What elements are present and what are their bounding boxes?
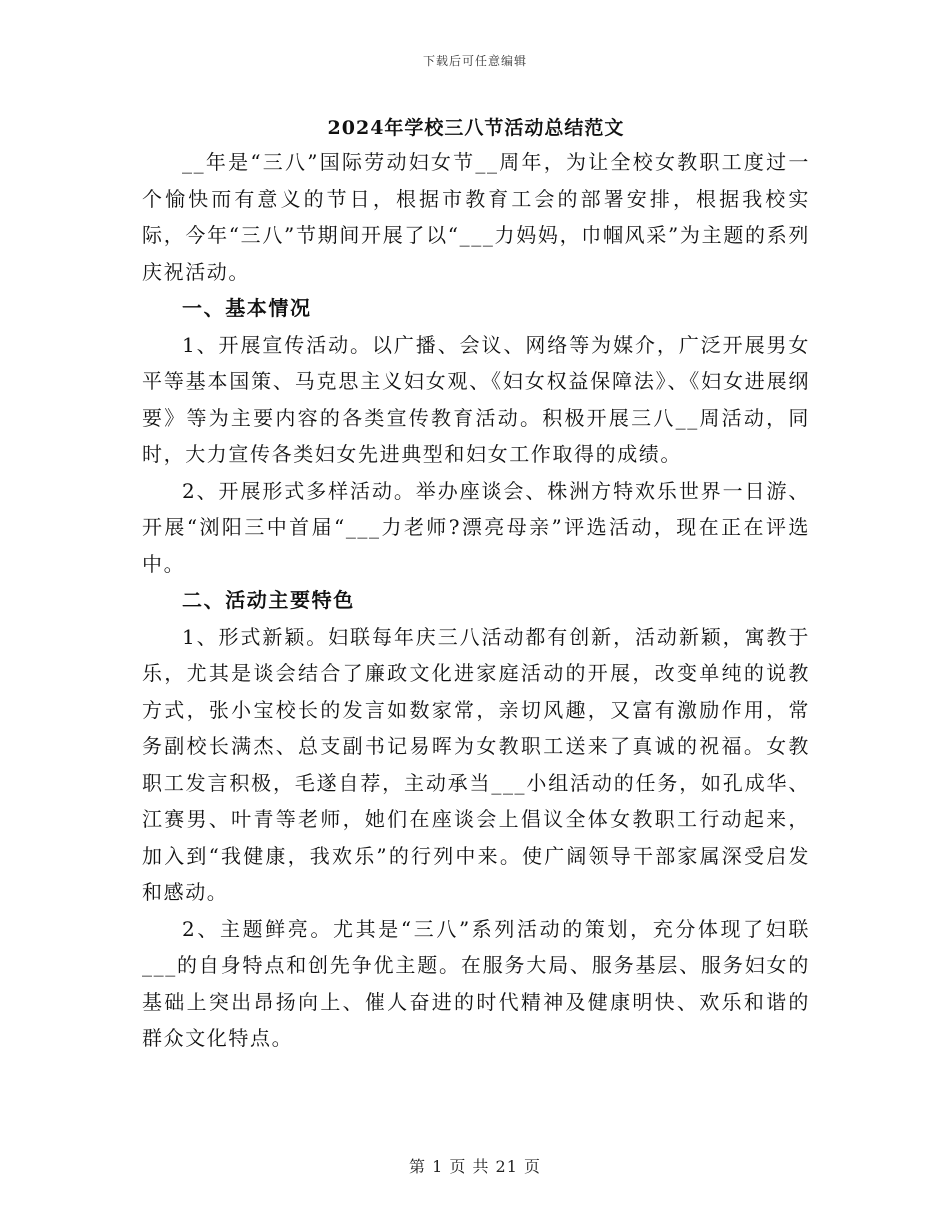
paragraph-publicity: 1、开展宣传活动。以广播、会议、网络等为媒介，广泛开展男女平等基本国策、马克思主义妇女观、《妇女权益保障法》、《妇女进展纲要》等为主要内容的各类宣传教育活动。积极开展三八__周活动，同时，大力宣传各类妇女先进典型和妇女工作取得的成绩。	[142, 332, 810, 466]
paragraph-novel-form: 1、形式新颖。妇联每年庆三八活动都有创新，活动新颖，寓教于乐，尤其是谈会结合了廉政文化进家庭活动的开展，改变单纯的说教方式，张小宝校长的发言如数家常，亲切风趣，又富有激励作用，常务副校长满杰、总支副书记易晖为女教职工送来了真诚的祝福。女教职工发言积极，毛遂自荐，主动承当___小组活动的任务，如孔成华、江赛男、叶青等老师，她们在座谈会上倡议全体女教职工行动起来，加入到“我健康，我欢乐”的行列中来。使广阔领导干部家属深受启发和感动。	[142, 624, 810, 904]
paragraph-activities: 2、开展形式多样活动。举办座谈会、株洲方特欢乐世界一日游、开展“浏阳三中首届“___力老师?漂亮母亲”评选活动，现在正在评选中。	[142, 478, 810, 576]
section-heading-basic: 一、基本情况	[182, 296, 312, 320]
header-note: 下载后可任意编辑	[422, 54, 527, 68]
intro-paragraph: __年是“三八”国际劳动妇女节__周年，为让全校女教职工度过一个愉快而有意义的节日，根据市教育工会的部署安排，根据我校实际，今年“三八”节期间开展了以“___力妈妈，巾帼风采”为主题的系列庆祝活动。	[142, 150, 810, 284]
section-heading-features: 二、活动主要特色	[182, 588, 355, 612]
document-title: 2024年学校三八节活动总结范文	[327, 117, 625, 139]
paragraph-bright-theme: 2、主题鲜亮。尤其是“三八”系列活动的策划，充分体现了妇联___的自身特点和创先争优主题。在服务大局、服务基层、服务妇女的基础上突出昂扬向上、催人奋进的时代精神及健康明快、欢乐和谐的群众文化特点。	[142, 916, 810, 1050]
document-body	[142, 112, 810, 1057]
page-number-footer: 第 1 页 共 21 页	[409, 1157, 541, 1176]
